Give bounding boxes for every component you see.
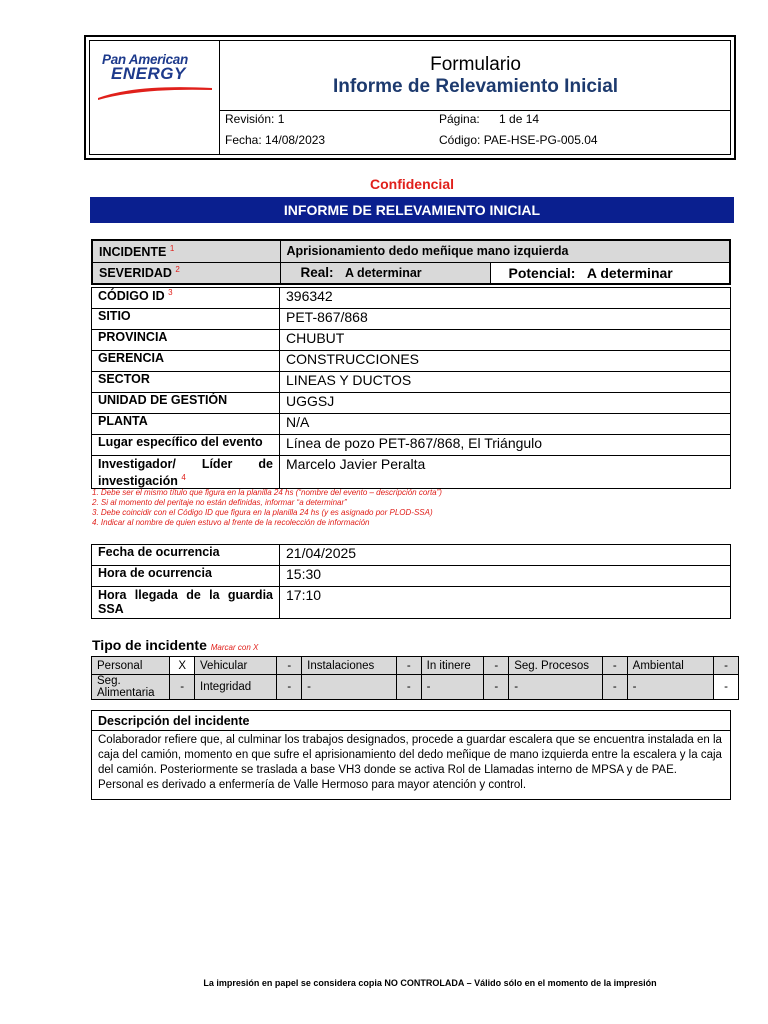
details-label: PLANTA <box>92 414 280 435</box>
page-footer: La impresión en papel se considera copia NO CONTROLADA – Válido sólo en el momento de la impresión <box>203 978 657 988</box>
footnote-3: 3. Debe coincidir con el Código ID que figura en la planilla 24 hs (y es asignado por PLOD-SSA) <box>92 508 433 517</box>
details-row <box>92 393 731 414</box>
details-value: CHUBUT <box>280 330 731 351</box>
timing-row <box>92 587 731 619</box>
type-mark: - <box>170 675 195 700</box>
type-label: In itinere <box>421 657 484 675</box>
details-label-cell <box>92 288 280 309</box>
incident-type-row <box>92 675 739 700</box>
severidad-footnote: 2 <box>175 265 180 275</box>
description-body: Colaborador refiere que, al culminar los trabajos designados, procede a guardar escalera que se encuentra instalada en la caja del camión, momento en que sufre el aprisionamiento del dedo meñique de mano izquierda entre la escalera y la caja del camión. Posteriormente se traslada a base VH3 donde se activa Rol de Llamadas interno de MPSA y de PAE. Personal es derivado a enfermería de Valle Hermoso para mayor atención y control. <box>92 731 731 800</box>
code-value: PAE-HSE-PG-005.04 <box>483 133 598 147</box>
timing-label: Fecha de ocurrencia <box>92 545 280 566</box>
incident-type-note: Marcar con X <box>210 643 259 652</box>
details-footnote: 4 <box>181 473 186 482</box>
footnote-2: 2. Si al momento del peritaje no están definidas, informar “a determinar” <box>92 498 347 507</box>
details-label: GERENCIA <box>92 351 280 372</box>
incident-type-heading <box>92 637 258 653</box>
form-name-title: Informe de Relevamiento Inicial <box>332 76 619 97</box>
details-row <box>92 330 731 351</box>
form-type-title: Formulario <box>430 54 521 75</box>
type-label: Personal <box>92 657 170 675</box>
details-label-cell <box>92 456 280 489</box>
details-row <box>92 435 731 456</box>
revision-label: Revisión: <box>225 112 275 126</box>
type-mark: - <box>277 675 302 700</box>
details-value: PET-867/868 <box>280 309 731 330</box>
real-value: A determinar <box>345 266 422 281</box>
real-cell <box>280 262 490 284</box>
type-label: Instalaciones <box>302 657 397 675</box>
report-banner: INFORME DE RELEVAMIENTO INICIAL <box>90 197 734 223</box>
confidential-label: Confidencial <box>369 176 454 192</box>
type-mark: - <box>396 675 421 700</box>
timing-label: Hora de ocurrencia <box>92 566 280 587</box>
details-value: UGGSJ <box>280 393 731 414</box>
incident-type-table <box>91 656 739 700</box>
potencial-value: A determinar <box>586 264 673 281</box>
severidad-label: SEVERIDAD <box>99 266 172 281</box>
type-mark: - <box>602 675 627 700</box>
details-table <box>91 287 731 489</box>
severity-row <box>92 262 730 284</box>
type-mark: - <box>396 657 421 675</box>
revision-value: 1 <box>277 112 285 126</box>
logo-text-line1: Pan American <box>102 52 188 67</box>
logo-swoosh-icon <box>96 82 214 102</box>
type-label: - <box>627 675 714 700</box>
page-field <box>439 112 539 126</box>
timing-label: Hora llegada de la guardia SSA <box>92 587 280 619</box>
logo-text-line2: ENERGY <box>111 64 186 83</box>
details-label: UNIDAD DE GESTIÓN <box>92 393 280 414</box>
timing-value: 17:10 <box>280 587 731 619</box>
potencial-cell <box>490 262 730 284</box>
footnote-1: 1. Debe ser el mismo título que figura en la planilla 24 hs (“nombre del evento – descripción corta”) <box>92 488 442 497</box>
revision-field <box>225 112 284 126</box>
timing-value: 21/04/2025 <box>280 545 731 566</box>
type-mark: - <box>277 657 302 675</box>
real-label: Real: <box>300 265 334 281</box>
details-label: SECTOR <box>92 372 280 393</box>
header-divider-horizontal <box>219 110 731 111</box>
code-label: Código: <box>439 133 481 147</box>
details-label: PROVINCIA <box>92 330 280 351</box>
details-row <box>92 351 731 372</box>
potencial-label: Potencial: <box>508 264 576 281</box>
details-row <box>92 372 731 393</box>
type-label: - <box>302 675 397 700</box>
details-row <box>92 309 731 330</box>
type-mark: - <box>602 657 627 675</box>
date-field <box>225 133 325 147</box>
incident-type-title: Tipo de incidente <box>92 637 207 653</box>
incidente-footnote: 1 <box>169 243 175 253</box>
description-table <box>91 710 731 800</box>
incident-row <box>92 240 730 262</box>
page-value: 1 de 14 <box>499 112 540 126</box>
footnotes <box>92 488 442 528</box>
details-row <box>92 414 731 435</box>
type-mark: X <box>170 657 195 675</box>
timing-row <box>92 566 731 587</box>
type-label: Seg. Alimentaria <box>92 675 170 700</box>
type-label: - <box>421 675 484 700</box>
type-mark: - <box>484 657 509 675</box>
footnote-4: 4. Indicar al nombre de quien estuvo al frente de la recolección de información <box>92 518 370 527</box>
details-value: 396342 <box>280 288 731 309</box>
type-label: Ambiental <box>627 657 714 675</box>
incident-table <box>91 239 731 285</box>
details-value: LINEAS Y DUCTOS <box>280 372 731 393</box>
details-row <box>92 288 731 309</box>
type-mark: - <box>714 657 739 675</box>
incidente-label: INCIDENTE <box>99 244 167 259</box>
description-title: Descripción del incidente <box>92 711 731 731</box>
details-row <box>92 456 731 489</box>
severidad-label-cell <box>92 262 280 284</box>
incidente-value: Aprisionamiento dedo meñique mano izquierda <box>280 240 730 262</box>
page-label: Página: <box>439 112 480 126</box>
details-value: N/A <box>280 414 731 435</box>
timing-value: 15:30 <box>280 566 731 587</box>
details-label: SITIO <box>92 309 280 330</box>
type-mark: - <box>714 675 739 700</box>
timing-row <box>92 545 731 566</box>
date-label: Fecha: <box>225 133 262 147</box>
type-label: Vehicular <box>195 657 277 675</box>
details-value: Marcelo Javier Peralta <box>280 456 731 489</box>
incident-type-row <box>92 657 739 675</box>
details-label: CÓDIGO ID <box>98 289 165 304</box>
details-label: Lugar específico del evento <box>92 435 280 456</box>
type-label: Integridad <box>195 675 277 700</box>
code-field <box>439 133 598 147</box>
details-value: CONSTRUCCIONES <box>280 351 731 372</box>
date-value: 14/08/2023 <box>265 133 326 147</box>
incidente-label-cell <box>92 240 280 262</box>
description-body-row <box>92 731 731 800</box>
details-footnote: 3 <box>168 288 173 297</box>
type-mark: - <box>484 675 509 700</box>
company-logo <box>96 52 214 102</box>
description-header-row <box>92 711 731 731</box>
type-label: - <box>509 675 603 700</box>
details-value: Línea de pozo PET-867/868, El Triángulo <box>280 435 731 456</box>
type-label: Seg. Procesos <box>509 657 603 675</box>
timing-table <box>91 544 731 619</box>
details-label: Investigador/ Líder de investigación <box>98 457 273 489</box>
